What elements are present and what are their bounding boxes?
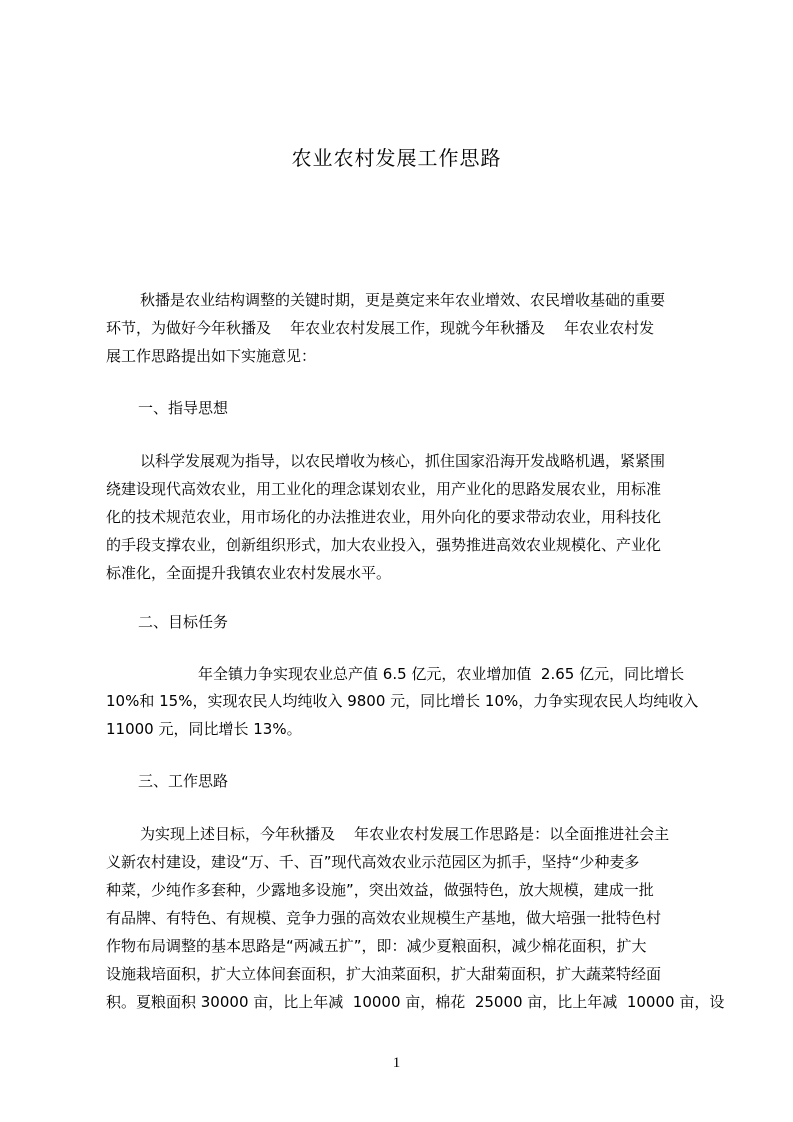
section3-line-6: 设施栽培面积，扩大立体间套面积，扩大油菜面积，扩大甜菊面积，扩大蔬菜特经面 xyxy=(106,965,662,983)
section3-line-7: 积。夏粮面积 30000 亩，比上年减 10000 亩，棉花 25000 亩，比上年减 10000 亩，设 xyxy=(106,993,725,1011)
section3-line-5: 作物布局调整的基本思路是“两减五扩”，即：减少夏粮面积，减少棉花面积，扩大 xyxy=(106,937,647,955)
section2-line-1: 年全镇力争实现农业总产值 6.5 亿元，农业增加值 2.65 亿元，同比增长 xyxy=(198,665,685,683)
section1-line-4: 的手段支撑农业，创新组织形式，加大农业投入，强势推进高效农业规模化、产业化 xyxy=(106,536,662,554)
section1-line-2: 绕建设现代高效农业，用工业化的理念谋划农业，用产业化的思路发展农业，用标准 xyxy=(106,480,662,498)
section-heading-guiding-ideology: 一、指导思想 xyxy=(138,399,229,417)
section3-line-1: 为实现上述目标，今年秋播及 年农业农村发展工作思路是：以全面推进社会主 xyxy=(140,825,670,843)
intro-line-3: 展工作思路提出如下实施意见： xyxy=(106,347,317,365)
section3-line-2: 义新农村建设，建设“万、千、百”现代高效农业示范园区为抓手，坚持“少种麦多 xyxy=(106,853,640,871)
intro-line-1: 秋播是农业结构调整的关键时期，更是奠定来年农业增效、农民增收基础的重要 xyxy=(140,291,666,309)
section1-line-1: 以科学发展观为指导，以农民增收为核心，抓住国家沿海开发战略机遇，紧紧围 xyxy=(140,452,666,470)
page-title: 农业农村发展工作思路 xyxy=(291,146,502,170)
section3-line-4: 有品牌、有特色、有规模、竞争力强的高效农业规模生产基地，做大培强一批特色村 xyxy=(106,909,662,927)
section-heading-target-tasks: 二、目标任务 xyxy=(138,613,229,631)
page-number: 1 xyxy=(392,1055,401,1071)
section2-line-2: 10%和 15%，实现农民人均纯收入 9800 元，同比增长 10%，力争实现农民人均纯收入 xyxy=(106,692,699,710)
section-heading-work-approach: 三、工作思路 xyxy=(138,772,229,790)
section1-line-5: 标准化，全面提升我镇农业农村发展水平。 xyxy=(106,564,392,582)
section1-line-3: 化的技术规范农业，用市场化的办法推进农业，用外向化的要求带动农业，用科技化 xyxy=(106,508,662,526)
section3-line-3: 种菜，少纯作多套种，少露地多设施”，突出效益，做强特色，放大规模，建成一批 xyxy=(106,881,654,899)
section2-line-3: 11000 元，同比增长 13%。 xyxy=(106,720,302,738)
intro-line-2: 环节，为做好今年秋播及 年农业农村发展工作，现就今年秋播及 年农业农村发 xyxy=(106,319,655,337)
